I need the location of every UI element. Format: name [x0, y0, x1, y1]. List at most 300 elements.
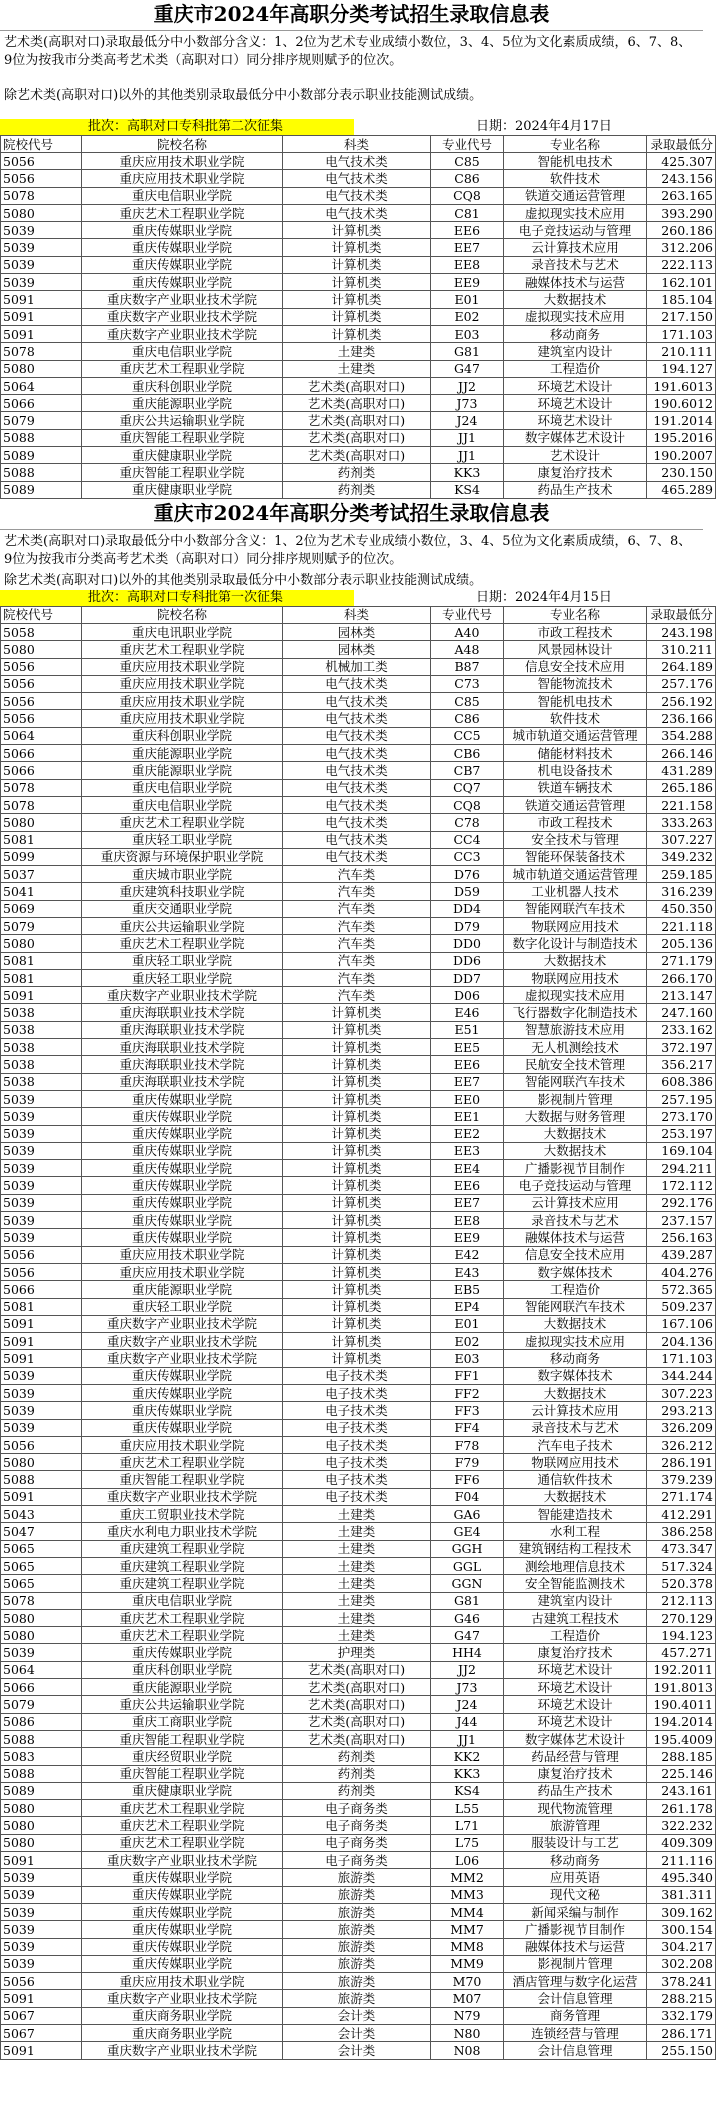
major-name-cell: 药品生产技术	[504, 1782, 647, 1799]
table-row	[1, 1852, 716, 1869]
major-name-cell: 通信软件技术	[504, 1471, 647, 1488]
table-row	[1, 1696, 716, 1713]
school-name-cell: 重庆商务职业学院	[82, 2007, 283, 2024]
school-name-cell: 重庆交通职业学院	[82, 900, 283, 917]
category-cell: 电气技术类	[283, 710, 431, 727]
min-score-cell: 210.111	[647, 343, 716, 360]
table-row	[1, 360, 716, 377]
table-row	[1, 1921, 716, 1938]
school-code-cell: 5091	[1, 987, 82, 1004]
school-code-cell: 5080	[1, 1627, 82, 1644]
major-name-cell: 数字化设计与制造技术	[504, 935, 647, 952]
major-code-cell: A48	[431, 641, 504, 658]
section-april-15	[0, 499, 713, 2060]
school-name-cell: 重庆电信职业学院	[82, 187, 283, 204]
school-name-cell: 重庆能源职业学院	[82, 745, 283, 762]
min-score-cell: 302.208	[647, 1955, 716, 1972]
category-cell: 计算机类	[283, 1056, 431, 1073]
major-name-cell: 广播影视节目制作	[504, 1921, 647, 1938]
table-row	[1, 481, 716, 498]
category-cell: 电气技术类	[283, 675, 431, 692]
school-code-cell: 5039	[1, 1644, 82, 1661]
min-score-cell: 190.4011	[647, 1696, 716, 1713]
table-row	[1, 2042, 716, 2059]
major-name-cell: 大数据与财务管理	[504, 1108, 647, 1125]
major-name-cell: 康复治疗技术	[504, 1644, 647, 1661]
table-row	[1, 343, 716, 360]
school-name-cell: 重庆应用技术职业学院	[82, 153, 283, 170]
major-name-cell: 会计信息管理	[504, 2042, 647, 2059]
major-name-cell: 飞行器数字化制造技术	[504, 1004, 647, 1021]
school-code-cell: 5056	[1, 658, 82, 675]
category-cell: 计算机类	[283, 1212, 431, 1229]
major-name-cell: 数字媒体技术	[504, 1263, 647, 1280]
table-row	[1, 623, 716, 640]
min-score-cell: 439.287	[647, 1246, 716, 1263]
major-code-cell: C85	[431, 693, 504, 710]
category-cell: 计算机类	[283, 1229, 431, 1246]
school-name-cell: 重庆传媒职业学院	[82, 1921, 283, 1938]
major-code-cell: J24	[431, 1696, 504, 1713]
major-name-cell: 大数据技术	[504, 1142, 647, 1159]
min-score-cell: 167.106	[647, 1315, 716, 1332]
min-score-cell: 191.8013	[647, 1679, 716, 1696]
major-name-cell: 虚拟现实技术应用	[504, 204, 647, 221]
school-code-cell: 5078	[1, 187, 82, 204]
school-code-cell: 5039	[1, 1142, 82, 1159]
table-row	[1, 170, 716, 187]
category-cell: 计算机类	[283, 1350, 431, 1367]
major-code-cell: E02	[431, 308, 504, 325]
school-code-cell: 5039	[1, 1125, 82, 1142]
min-score-cell: 450.350	[647, 900, 716, 917]
major-name-cell: 民航安全技术管理	[504, 1056, 647, 1073]
major-name-cell: 环境艺术设计	[504, 1696, 647, 1713]
header-major-name: 专业名称	[504, 606, 647, 623]
min-score-cell: 191.6013	[647, 377, 716, 394]
school-name-cell: 重庆应用技术职业学院	[82, 1436, 283, 1453]
school-code-cell: 5079	[1, 412, 82, 429]
category-cell: 汽车类	[283, 987, 431, 1004]
min-score-cell: 572.365	[647, 1281, 716, 1298]
major-code-cell: KS4	[431, 1782, 504, 1799]
table-row	[1, 900, 716, 917]
batch-label: 批次：高职对口专科批第一次征集	[0, 590, 354, 606]
school-code-cell: 5080	[1, 360, 82, 377]
header-min-score: 录取最低分	[647, 136, 716, 153]
school-code-cell: 5083	[1, 1748, 82, 1765]
major-code-cell: KK3	[431, 1765, 504, 1782]
table-row	[1, 1800, 716, 1817]
school-code-cell: 5064	[1, 377, 82, 394]
header-category: 科类	[283, 136, 431, 153]
category-cell: 电气技术类	[283, 745, 431, 762]
major-code-cell: C85	[431, 153, 504, 170]
school-name-cell: 重庆艺术工程职业学院	[82, 360, 283, 377]
major-code-cell: DD7	[431, 969, 504, 986]
school-name-cell: 重庆传媒职业学院	[82, 256, 283, 273]
major-name-cell: 康复治疗技术	[504, 464, 647, 481]
min-score-cell: 326.209	[647, 1419, 716, 1436]
major-name-cell: 软件技术	[504, 710, 647, 727]
min-score-cell: 309.162	[647, 1903, 716, 1920]
major-code-cell: L71	[431, 1817, 504, 1834]
school-code-cell: 5039	[1, 1177, 82, 1194]
major-code-cell: FF3	[431, 1402, 504, 1419]
school-code-cell: 5080	[1, 1454, 82, 1471]
school-code-cell: 5089	[1, 1782, 82, 1799]
school-name-cell: 重庆数字产业职业技术学院	[82, 1350, 283, 1367]
table-row	[1, 1385, 716, 1402]
major-code-cell: J44	[431, 1713, 504, 1730]
table-row	[1, 1350, 716, 1367]
min-score-cell: 520.378	[647, 1575, 716, 1592]
table-row	[1, 1263, 716, 1280]
min-score-cell: 221.158	[647, 796, 716, 813]
school-code-cell: 5056	[1, 1263, 82, 1280]
major-code-cell: CB7	[431, 762, 504, 779]
major-name-cell: 测绘地理信息技术	[504, 1557, 647, 1574]
min-score-cell: 266.170	[647, 969, 716, 986]
table-row	[1, 1869, 716, 1886]
min-score-cell: 195.2016	[647, 429, 716, 446]
major-name-cell: 录音技术与艺术	[504, 256, 647, 273]
note-other-score: 除艺术类(高职对口)以外的其他类别录取最低分中小数部分表示职业技能测试成绩。	[4, 572, 483, 588]
table-row	[1, 1471, 716, 1488]
table-row	[1, 1748, 716, 1765]
min-score-cell: 266.146	[647, 745, 716, 762]
category-cell: 电子技术类	[283, 1419, 431, 1436]
category-cell: 汽车类	[283, 952, 431, 969]
table-row	[1, 952, 716, 969]
major-code-cell: N79	[431, 2007, 504, 2024]
major-code-cell: EE9	[431, 1229, 504, 1246]
school-code-cell: 5091	[1, 1990, 82, 2007]
major-code-cell: EE1	[431, 1108, 504, 1125]
school-code-cell: 5080	[1, 641, 82, 658]
min-score-cell: 349.232	[647, 848, 716, 865]
table-row	[1, 1212, 716, 1229]
min-score-cell: 412.291	[647, 1506, 716, 1523]
major-code-cell: GA6	[431, 1506, 504, 1523]
table-row	[1, 1281, 716, 1298]
school-name-cell: 重庆海联职业技术学院	[82, 1004, 283, 1021]
school-code-cell: 5058	[1, 623, 82, 640]
major-code-cell: EE6	[431, 1056, 504, 1073]
major-code-cell: FF6	[431, 1471, 504, 1488]
major-name-cell: 虚拟现实技术应用	[504, 308, 647, 325]
min-score-cell: 225.146	[647, 1765, 716, 1782]
table-row	[1, 1834, 716, 1851]
major-name-cell: 汽车电子技术	[504, 1436, 647, 1453]
major-name-cell: 铁道车辆技术	[504, 779, 647, 796]
school-code-cell: 5039	[1, 1886, 82, 1903]
min-score-cell: 344.244	[647, 1367, 716, 1384]
category-cell: 电子商务类	[283, 1834, 431, 1851]
school-name-cell: 重庆轻工职业学院	[82, 952, 283, 969]
major-code-cell: G81	[431, 343, 504, 360]
min-score-cell: 237.157	[647, 1212, 716, 1229]
category-cell: 电气技术类	[283, 204, 431, 221]
school-code-cell: 5037	[1, 866, 82, 883]
school-code-cell: 5064	[1, 1661, 82, 1678]
category-cell: 计算机类	[283, 1125, 431, 1142]
major-code-cell: KK2	[431, 1748, 504, 1765]
category-cell: 电气技术类	[283, 779, 431, 796]
min-score-cell: 431.289	[647, 762, 716, 779]
school-name-cell: 重庆公共运输职业学院	[82, 412, 283, 429]
school-code-cell: 5088	[1, 464, 82, 481]
category-cell: 土建类	[283, 1627, 431, 1644]
major-name-cell: 安全智能监测技术	[504, 1575, 647, 1592]
major-code-cell: A40	[431, 623, 504, 640]
min-score-cell: 195.4009	[647, 1730, 716, 1747]
category-cell: 电子技术类	[283, 1367, 431, 1384]
min-score-cell: 217.150	[647, 308, 716, 325]
category-cell: 电气技术类	[283, 693, 431, 710]
school-code-cell: 5056	[1, 1246, 82, 1263]
major-code-cell: JJ1	[431, 447, 504, 464]
category-cell: 旅游类	[283, 1903, 431, 1920]
school-name-cell: 重庆应用技术职业学院	[82, 1973, 283, 1990]
school-code-cell: 5091	[1, 1488, 82, 1505]
category-cell: 电气技术类	[283, 831, 431, 848]
table-row	[1, 935, 716, 952]
min-score-cell: 247.160	[647, 1004, 716, 1021]
school-code-cell: 5038	[1, 1004, 82, 1021]
table-row	[1, 1557, 716, 1574]
school-code-cell: 5091	[1, 291, 82, 308]
table-row	[1, 831, 716, 848]
school-code-cell: 5064	[1, 727, 82, 744]
major-code-cell: MM9	[431, 1955, 504, 1972]
school-name-cell: 重庆传媒职业学院	[82, 222, 283, 239]
major-name-cell: 数字媒体艺术设计	[504, 429, 647, 446]
major-name-cell: 环境艺术设计	[504, 412, 647, 429]
category-cell: 汽车类	[283, 917, 431, 934]
school-code-cell: 5086	[1, 1713, 82, 1730]
category-cell: 艺术类(高职对口)	[283, 1696, 431, 1713]
category-cell: 汽车类	[283, 866, 431, 883]
major-code-cell: MM7	[431, 1921, 504, 1938]
school-name-cell: 重庆公共运输职业学院	[82, 1696, 283, 1713]
min-score-cell: 221.118	[647, 917, 716, 934]
category-cell: 护理类	[283, 1644, 431, 1661]
date-label: 日期：2024年4月17日	[476, 119, 612, 134]
min-score-cell: 608.386	[647, 1073, 716, 1090]
major-name-cell: 移动商务	[504, 1350, 647, 1367]
table-row	[1, 274, 716, 291]
table-row	[1, 1073, 716, 1090]
table-row	[1, 796, 716, 813]
min-score-cell: 172.112	[647, 1177, 716, 1194]
category-cell: 计算机类	[283, 1194, 431, 1211]
table-row	[1, 204, 716, 221]
category-cell: 计算机类	[283, 1108, 431, 1125]
min-score-cell: 263.165	[647, 187, 716, 204]
min-score-cell: 185.104	[647, 291, 716, 308]
major-name-cell: 服装设计与工艺	[504, 1834, 647, 1851]
category-cell: 旅游类	[283, 1955, 431, 1972]
category-cell: 计算机类	[283, 1263, 431, 1280]
school-name-cell: 重庆数字产业职业技术学院	[82, 987, 283, 1004]
major-name-cell: 大数据技术	[504, 1315, 647, 1332]
major-code-cell: F78	[431, 1436, 504, 1453]
school-code-cell: 5039	[1, 1938, 82, 1955]
table-row	[1, 1938, 716, 1955]
school-name-cell: 重庆数字产业职业技术学院	[82, 1333, 283, 1350]
major-name-cell: 软件技术	[504, 170, 647, 187]
min-score-cell: 304.217	[647, 1938, 716, 1955]
category-cell: 电子技术类	[283, 1471, 431, 1488]
major-code-cell: JJ2	[431, 1661, 504, 1678]
category-cell: 旅游类	[283, 1938, 431, 1955]
min-score-cell: 230.150	[647, 464, 716, 481]
school-code-cell: 5041	[1, 883, 82, 900]
major-code-cell: JJ2	[431, 377, 504, 394]
school-code-cell: 5091	[1, 1350, 82, 1367]
major-name-cell: 环境艺术设计	[504, 395, 647, 412]
school-name-cell: 重庆电讯职业学院	[82, 623, 283, 640]
major-name-cell: 大数据技术	[504, 1385, 647, 1402]
page-title: 重庆市2024年高职分类考试招生录取信息表	[0, 499, 703, 530]
category-cell: 土建类	[283, 1575, 431, 1592]
school-code-cell: 5078	[1, 1592, 82, 1609]
major-name-cell: 城市轨道交通运营管理	[504, 727, 647, 744]
category-cell: 土建类	[283, 1557, 431, 1574]
school-code-cell: 5039	[1, 1402, 82, 1419]
major-code-cell: EE5	[431, 1039, 504, 1056]
batch-row	[0, 590, 703, 606]
category-cell: 电子技术类	[283, 1402, 431, 1419]
major-code-cell: EE3	[431, 1142, 504, 1159]
table-row	[1, 1246, 716, 1263]
category-cell: 计算机类	[283, 1021, 431, 1038]
major-name-cell: 智能物流技术	[504, 675, 647, 692]
major-code-cell: EP4	[431, 1298, 504, 1315]
category-cell: 电气技术类	[283, 727, 431, 744]
school-code-cell: 5038	[1, 1039, 82, 1056]
school-code-cell: 5039	[1, 1955, 82, 1972]
major-name-cell: 现代物流管理	[504, 1800, 647, 1817]
major-code-cell: C78	[431, 814, 504, 831]
major-name-cell: 物联网应用技术	[504, 1454, 647, 1471]
min-score-cell: 194.127	[647, 360, 716, 377]
header-category: 科类	[283, 606, 431, 623]
school-name-cell: 重庆艺术工程职业学院	[82, 1454, 283, 1471]
category-cell: 电气技术类	[283, 848, 431, 865]
table-row	[1, 710, 716, 727]
table-row	[1, 187, 716, 204]
table-row	[1, 1315, 716, 1332]
major-code-cell: E43	[431, 1263, 504, 1280]
major-name-cell: 智慧旅游技术应用	[504, 1021, 647, 1038]
major-name-cell: 商务管理	[504, 2007, 647, 2024]
category-cell: 计算机类	[283, 1315, 431, 1332]
school-name-cell: 重庆传媒职业学院	[82, 1869, 283, 1886]
school-name-cell: 重庆传媒职业学院	[82, 1644, 283, 1661]
school-name-cell: 重庆传媒职业学院	[82, 1903, 283, 1920]
school-name-cell: 重庆传媒职业学院	[82, 1402, 283, 1419]
min-score-cell: 425.307	[647, 153, 716, 170]
table-row	[1, 866, 716, 883]
school-name-cell: 重庆科创职业学院	[82, 377, 283, 394]
major-code-cell: E03	[431, 325, 504, 342]
school-code-cell: 5039	[1, 1903, 82, 1920]
school-name-cell: 重庆传媒职业学院	[82, 1212, 283, 1229]
major-code-cell: J24	[431, 412, 504, 429]
min-score-cell: 270.129	[647, 1609, 716, 1626]
school-name-cell: 重庆科创职业学院	[82, 727, 283, 744]
table-row	[1, 1575, 716, 1592]
major-name-cell: 建筑室内设计	[504, 343, 647, 360]
table-row	[1, 239, 716, 256]
category-cell: 旅游类	[283, 1869, 431, 1886]
school-code-cell: 5039	[1, 1869, 82, 1886]
school-name-cell: 重庆健康职业学院	[82, 1782, 283, 1799]
major-name-cell: 虚拟现实技术应用	[504, 987, 647, 1004]
table-row	[1, 814, 716, 831]
table-row	[1, 412, 716, 429]
school-name-cell: 重庆数字产业职业技术学院	[82, 1488, 283, 1505]
school-code-cell: 5091	[1, 325, 82, 342]
min-score-cell: 286.171	[647, 2024, 716, 2041]
major-name-cell: 数字媒体艺术设计	[504, 1730, 647, 1747]
min-score-cell: 354.288	[647, 727, 716, 744]
min-score-cell: 378.241	[647, 1973, 716, 1990]
school-name-cell: 重庆艺术工程职业学院	[82, 1627, 283, 1644]
table-row	[1, 377, 716, 394]
min-score-cell: 473.347	[647, 1540, 716, 1557]
major-name-cell: 机电设备技术	[504, 762, 647, 779]
min-score-cell: 255.150	[647, 2042, 716, 2059]
school-name-cell: 重庆商务职业学院	[82, 2024, 283, 2041]
school-code-cell: 5038	[1, 1021, 82, 1038]
section-april-17	[0, 0, 713, 499]
school-code-cell: 5039	[1, 1160, 82, 1177]
min-score-cell: 264.189	[647, 658, 716, 675]
category-cell: 园林类	[283, 641, 431, 658]
school-code-cell: 5067	[1, 2007, 82, 2024]
school-name-cell: 重庆科创职业学院	[82, 1661, 283, 1678]
category-cell: 电气技术类	[283, 153, 431, 170]
major-code-cell: EE8	[431, 256, 504, 273]
major-name-cell: 录音技术与艺术	[504, 1419, 647, 1436]
min-score-cell: 194.2014	[647, 1713, 716, 1730]
table-row	[1, 1523, 716, 1540]
school-code-cell: 5039	[1, 1385, 82, 1402]
school-code-cell: 5039	[1, 274, 82, 291]
major-code-cell: B87	[431, 658, 504, 675]
min-score-cell: 256.192	[647, 693, 716, 710]
school-name-cell: 重庆传媒职业学院	[82, 1125, 283, 1142]
major-name-cell: 环境艺术设计	[504, 1679, 647, 1696]
major-name-cell: 云计算技术应用	[504, 1402, 647, 1419]
table-row	[1, 1609, 716, 1626]
major-name-cell: 录音技术与艺术	[504, 1212, 647, 1229]
min-score-cell: 310.211	[647, 641, 716, 658]
school-name-cell: 重庆工贸职业技术学院	[82, 1506, 283, 1523]
min-score-cell: 169.104	[647, 1142, 716, 1159]
major-code-cell: F04	[431, 1488, 504, 1505]
category-cell: 汽车类	[283, 883, 431, 900]
major-code-cell: D79	[431, 917, 504, 934]
batch-row	[0, 119, 703, 135]
school-name-cell: 重庆艺术工程职业学院	[82, 1800, 283, 1817]
category-cell: 电气技术类	[283, 187, 431, 204]
category-cell: 计算机类	[283, 222, 431, 239]
school-code-cell: 5039	[1, 1367, 82, 1384]
